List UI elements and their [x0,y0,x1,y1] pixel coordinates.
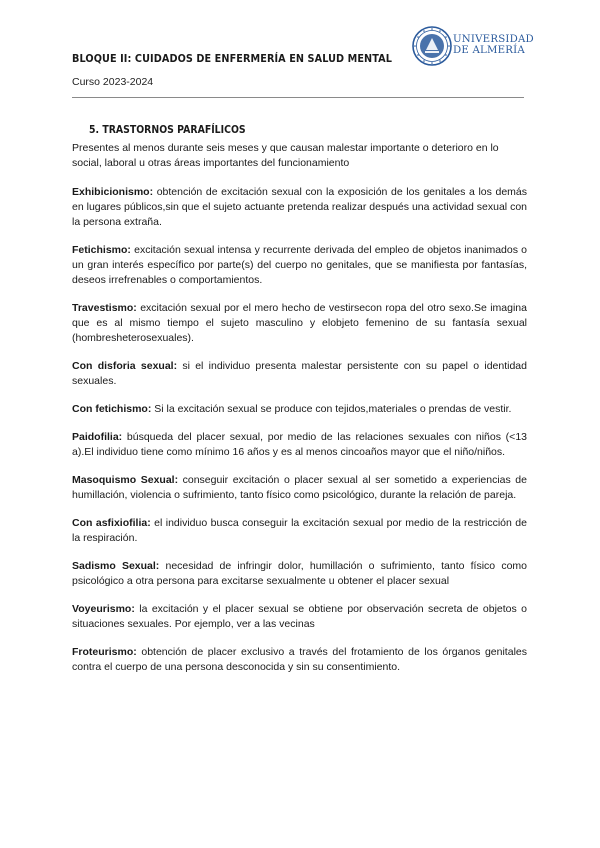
definition-text: conseguir excitación o placer sexual al ser sometido a experiencias de humillación, violencia o sufrimiento, tanto físico como psicológico, durante la relación de pareja. [72,474,527,501]
document-header-title: BLOQUE II: CUIDADOS DE ENFERMERÍA EN SALUD MENTAL [72,52,393,65]
definition-term: Fetichismo: [72,244,131,256]
university-name [453,34,534,56]
definition-text: excitación sexual intensa y recurrente derivada del empleo de objetos inanimados o un gran interés específico por parte(s) del cuerpo no genitales, que se manifiesta por fantasías, deseos irrefrenables o comportamientos. [72,244,527,286]
definition-paragraph [72,473,527,503]
definition-term: Travestismo: [72,302,137,314]
definition-term: Voyeurismo: [72,603,135,615]
section-heading: 5. TRASTORNOS PARAFÍLICOS [89,123,246,136]
definition-text: el individuo busca conseguir la excitación sexual por medio de la restricción de la respiración. [72,517,527,544]
definition-paragraph [72,430,527,460]
definition-paragraph [72,559,527,589]
definition-paragraph [72,602,527,632]
definition-text: necesidad de infringir dolor, humillación o sufrimiento, tanto físico como psicológico a otra persona para excitarse sexualmente u obtener el placer sexual [72,560,528,587]
definition-term: Paidofilia: [72,431,123,443]
definition-term: Con asfixiofilia: [72,517,151,529]
definition-term: Con disforia sexual: [72,360,178,372]
definition-text: obtención de placer exclusivo a través del frotamiento de los órganos genitales contra el cuerpo de una persona desconocida y sin su consentimiento. [72,646,527,673]
university-seal-icon [412,26,452,66]
section-intro: Presentes al menos durante seis meses y que causan malestar importante o deterioro en lo social, laboral u otras áreas importantes del funcionamiento [72,142,499,169]
definition-paragraph [72,645,527,675]
university-name-line2: DE ALMERÍA [453,45,525,56]
definition-text: búsqueda del placer sexual, por medio de las relaciones sexuales con niños (<13 a).El individuo tiene como mínimo 16 años y es al menos cincoaños mayor que el niño/niños. [72,431,527,458]
definition-term: Masoquismo Sexual: [72,474,179,486]
definition-text: si el individuo presenta malestar persistente con su papel o identidad sexuales. [72,360,527,387]
header-divider [72,97,524,98]
definition-text: Si la excitación sexual se produce con tejidos,materiales o prendas de vestir. [151,403,512,415]
definition-paragraph [72,185,527,230]
definition-term: Exhibicionismo: [72,186,154,198]
definition-text: obtención de excitación sexual con la exposición de los genitales a los demás en lugares públicos,sin que el sujeto actuante pretenda realizar después una actividad sexual con la persona extraña. [72,186,527,228]
definition-paragraph [72,516,527,546]
definition-text: la excitación y el placer sexual se obtiene por observación secreta de objetos o situaciones sexuales. Por ejemplo, ver a las vecinas [72,603,527,630]
definition-paragraph [72,402,527,417]
university-logo [412,26,534,66]
definition-paragraph [72,359,527,389]
definition-term: Sadismo Sexual: [72,560,160,572]
definition-text: excitación sexual por el mero hecho de vestirsecon ropa del otro sexo.Se imagina que es al mismo tiempo el sujeto masculino y elobjeto femenino de su fantasía sexual (hombresheterosexuales). [72,302,527,344]
section-content [72,141,527,688]
definition-paragraph [72,301,527,346]
university-name-line1: UNIVERSIDAD [453,34,534,45]
course-year: Curso 2023-2024 [72,76,154,88]
definition-term: Froteurismo: [72,646,137,658]
definition-term: Con fetichismo: [72,403,152,415]
definition-paragraph [72,243,527,288]
